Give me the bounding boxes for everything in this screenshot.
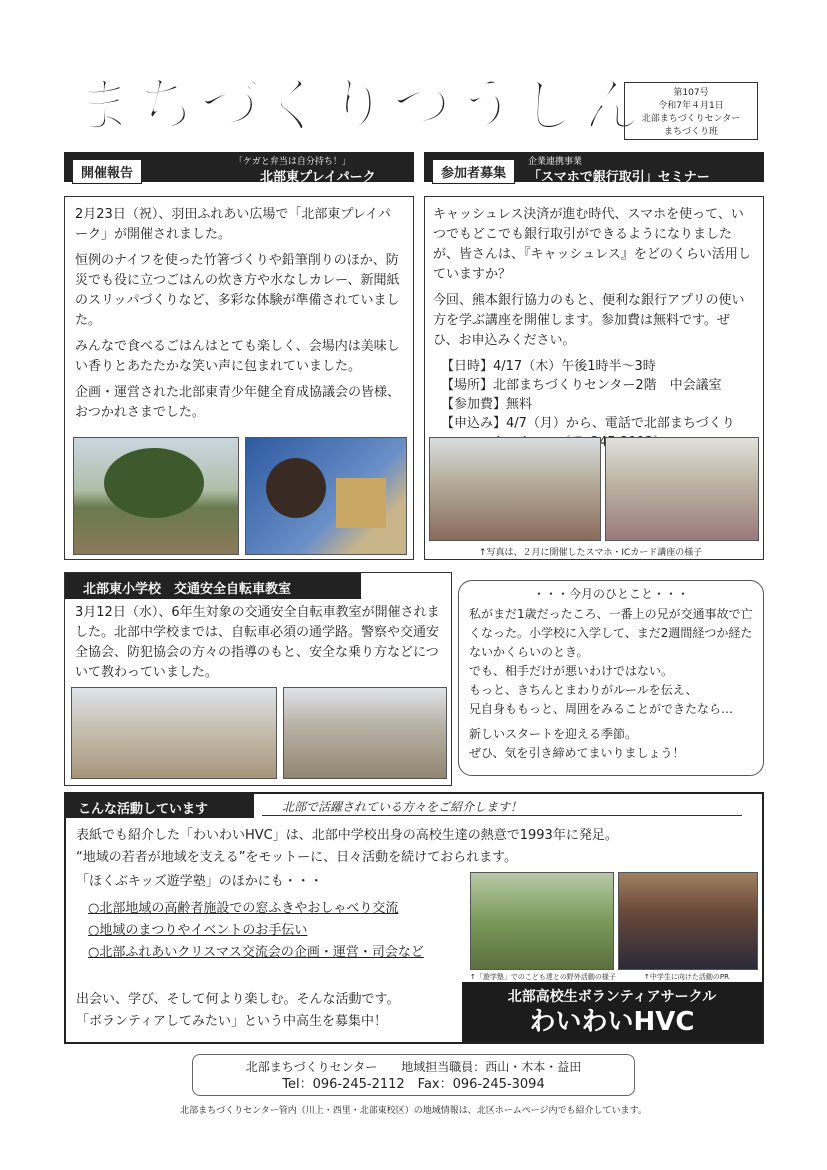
knife-craft-photo xyxy=(245,437,407,555)
bicycle-photo-right xyxy=(283,687,447,779)
activity-p1: 表紙でも紹介した「わいわいHVC」は、北部中学校出身の高校生達の熱意で1993年に発足。 xyxy=(76,828,618,843)
issue-date: 令和7年４月1日 xyxy=(658,101,724,111)
activity-box xyxy=(64,792,764,1044)
circle-banner xyxy=(462,982,762,1042)
hitokoto-line5: 新しいスタートを迎える季節。 xyxy=(469,727,638,741)
circle-title: わいわいHVC xyxy=(529,1007,695,1037)
report-header xyxy=(64,152,414,185)
hitokoto-box xyxy=(458,580,764,776)
activity-list xyxy=(88,898,424,964)
hitokoto-heading: ・・・今月のひとこと・・・ xyxy=(532,587,689,601)
caption-left: ↑「遊学塾」でのこども達との野外活動の様子 xyxy=(470,973,616,981)
bicycle-photo-left xyxy=(71,687,277,779)
hitokoto-line1: 私がまだ1歳だったころ、一番上の兄が交通事故で亡くなった。小学校に入学して、まだ2週間経つか経たないかくらいのとき。 xyxy=(469,607,753,659)
seminar-apply: 【申込み】4/7（月）から、電話で北部まちづくり xyxy=(441,416,735,431)
issue-number: 第107号 xyxy=(673,88,709,98)
seminar-p1: キャッシュレス決済が進む時代、スマホを使って、いつでもどこでも銀行取引ができるようになりましたが、皆さんは、『キャッシュレス』をどのくらい活用していますか？ xyxy=(433,207,751,282)
report-sub: 「ケガと弁当は自分持ち！」 xyxy=(234,157,351,167)
bicycle-paragraph: 3月12日（水）、6年生対象の交通安全自転車教室が開催されました。北部中学校までは、自転車必須の通学路。警察や交通安全協会、防犯協会の方々の指導のもと、安全な乗り方などについて教わっていました。 xyxy=(75,605,440,680)
report-p4: 企画・運営された北部東青少年健全育成協議会の皆様、おつかれさまでした。 xyxy=(75,385,401,420)
activity-tag: こんな活動しています xyxy=(66,794,254,818)
playpark-photo xyxy=(73,437,239,555)
seminar-photo-left xyxy=(429,437,601,541)
report-heading: 北部東プレイパーク xyxy=(260,170,376,185)
hitokoto-line2: でも、相手だけが悪いわけではない。 xyxy=(469,664,674,678)
hitokoto-line3: もっと、きちんとまわりがルールを伝え、 xyxy=(469,683,698,697)
seminar-heading: 「スマホで銀行取引」セミナー xyxy=(528,170,710,185)
contact-staff: 北部まちづくりセンター 地域担当職員：西山・木本・益田 xyxy=(245,1060,582,1074)
activity-intro: 北部で活躍されている方々をご紹介します！ xyxy=(262,798,742,816)
circle-name: 北部高校生ボランティアサークル xyxy=(507,989,717,1005)
report-p2: 恒例のナイフを使った竹箸づくりや鉛筆削りのほか、防災でも役に立つごはんの炊き方や水なしカレー、新聞紙のスリッパづくりなど、多彩な体験が準備されていました。 xyxy=(75,253,400,328)
report-box xyxy=(64,196,414,560)
bottom-note: 北部まちづくりセンター管内（川上・西里・北部東校区）の地域情報は、北区ホームページ内でも紹介しています。 xyxy=(180,1106,647,1116)
newsletter-title: まちづくりつうしん xyxy=(72,71,648,141)
contact-footer xyxy=(192,1054,635,1096)
caption-right: ↑中学生に向けた活動のPR xyxy=(644,973,729,981)
report-tag: 開催報告 xyxy=(72,159,142,184)
report-p3: みんなで食べるごはんはとても楽しく、会場内は美味しい香りとあたたかな笑い声に包まれていました。 xyxy=(75,339,400,374)
seminar-caption: ↑写真は、２月に開催したスマホ・ICカード講座の様子 xyxy=(479,548,703,558)
bicycle-heading: 北部東小学校 交通安全自転車教室 xyxy=(65,573,361,599)
seminar-tag: 参加者募集 xyxy=(432,159,515,184)
activity-item: ○地域のまつりやイベントのお手伝い xyxy=(88,923,308,938)
report-p1: 2月23日（祝）、羽田ふれあい広場で「北部東プレイパーク」が開催されました。 xyxy=(75,207,391,242)
activity-closing1: 出会い、学び、そして何より楽しむ。そんな活動です。 xyxy=(76,992,400,1007)
seminar-header xyxy=(424,152,764,185)
pr-activity-photo xyxy=(618,872,758,970)
hitokoto-line6: ぜひ、気を引き締めてまいりましょう！ xyxy=(469,746,685,760)
seminar-photo-right xyxy=(605,437,759,541)
team: まちづくり班 xyxy=(664,127,718,137)
bicycle-box xyxy=(64,572,452,786)
seminar-p2: 今回、熊本銀行協力のもと、便利な銀行アプリの使い方を学ぶ講座を開催します。参加費は無料です。ぜひ、お申込みください。 xyxy=(433,293,745,348)
hitokoto-line4: 兄自身ももっと、周囲をみることができたなら… xyxy=(469,702,734,716)
contact-phone: Tel：096-245-2112 Fax：096-245-3094 xyxy=(282,1077,545,1092)
activity-item: ○北部ふれあいクリスマス交流会の企画・運営・司会など xyxy=(88,945,424,960)
seminar-date: 【日時】4/17（木）午後1時半～3時 xyxy=(441,359,656,374)
issue-box xyxy=(624,82,758,140)
seminar-place: 【場所】北部まちづくりセンター2階 中会議室 xyxy=(441,378,722,393)
activity-closing2: 「ボランティアしてみたい」という中高生を募集中！ xyxy=(76,1014,387,1029)
seminar-sub: 企業連携事業 xyxy=(528,157,583,167)
seminar-fee: 【参加費】無料 xyxy=(441,397,533,412)
activity-item: ○北部地域の高齢者施設での窓ふきやおしゃべり交流 xyxy=(88,901,399,916)
seminar-box xyxy=(424,196,764,560)
activity-p2: “地域の若者が地域を支える”をモットーに、日々活動を続けておられます。 xyxy=(76,850,518,865)
outdoor-activity-photo xyxy=(470,872,614,970)
publisher: 北部まちづくりセンター xyxy=(641,114,741,124)
activity-p3: 「ほくぶキッズ遊学塾」のほかにも・・・ xyxy=(76,874,323,889)
